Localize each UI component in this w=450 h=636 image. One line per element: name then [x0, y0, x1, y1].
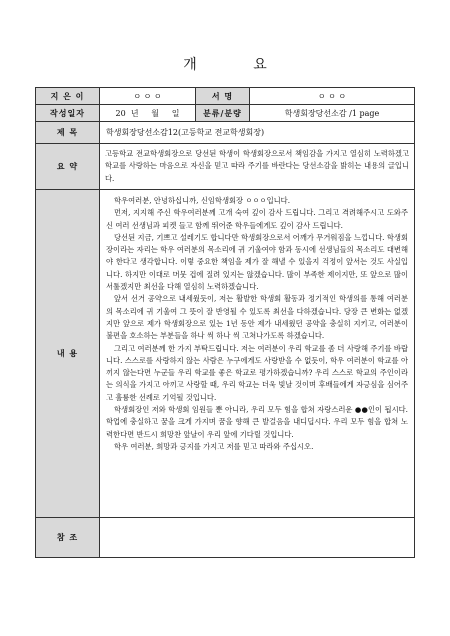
overview-form-table	[35, 87, 415, 558]
date-value	[100, 105, 196, 122]
content-paragraph: 그리고 여러분께 한 가지 부탁드립니다. 저는 여러분이 우리 학교를 좀 더 사랑해 주기를 바랍니다. 스스로를 사랑하지 않는 사람은 누구에게도 사랑받을 수 없듯이, 학우 여러분이 학교를 아끼지 않는다면 누군들 우리 학교를 좋은 학교로 평가하겠습니까? 우리 스스로 학교의 주인이라는 의식을 가지고 아끼고 사랑할 때, 우리 학교는 더욱 빛날 것이며 후배들에게 자긍심을 심어주고 훌륭한 선례로 기억될 것입니다.	[106, 343, 408, 402]
date-month-unit: 월	[151, 108, 159, 118]
reference-value	[100, 518, 415, 558]
content-paragraph: 학생회장인 저와 학생회 임원들 뿐 아니라, 우리 모두 힘을 합쳐 자랑스러운 ●●인이 됩시다. 학업에 충실하고 꿈을 크게 가지며 꿈을 향해 큰 발걸음을 내디딥시다. 우리 모두 힘을 합쳐 노력한다면 반드시 희망찬 앞날이 우리 앞에 기다릴 것입니다.	[106, 405, 408, 439]
content-paragraph: 당선된 지금, 기쁘고 설레기도 합니다만 학생회장으로서 어깨가 무거워짐을 느낍니다. 학생회장이라는 자리는 학우 여러분의 목소리에 귀 기울여야 함과 동시에 선생님들의 목소리도 대변해야 한다고 생각합니다. 이렇 중요한 책임을 제가 잘 해낼 수 있을지 걱정이 앞서는 것도 사실입니다. 하지만 이대로 머뭇 겁에 질려 있지는 않겠습니다. 많이 부족한 제이지만, 또 앞으로 많이 서툴겠지만 최선을 다해 열심히 노력하겠습니다.	[106, 232, 408, 292]
date-label: 작성일자	[36, 105, 100, 122]
writer-label: 지 은 이	[36, 88, 100, 105]
reference-row	[36, 518, 415, 558]
signature-label: 서 명	[196, 88, 250, 105]
content-paragraph: 먼저, 지지해 주신 학우여러분께 고개 숙여 깊이 감사 드립니다. 그리고 격려해주시고 도와주신 여러 선생님과 피켓 들고 함께 뛰어준 학우들에게도 깊이 감사 드립니다.	[106, 208, 408, 230]
content-paragraph: 앞서 선거 공약으로 내세웠듯이, 저는 활발한 학생회 활동과 정기적인 학생의를 통해 여러분의 목소리에 귀 기울여 그 뜻이 잘 반영될 수 있도록 최선을 다하겠습니다. 당장 큰 변화는 없겠지만 앞으로 제가 학생회장으로 있는 1년 동안 제가 내세웠던 공약을 충실히 지키고, 여러분이 불편을 호소하는 부분들을 하나 씩 하나 씩 고쳐나가도록 하겠습니다.	[106, 294, 408, 341]
category-value: 학생회장당선소감 /1 page	[250, 105, 415, 122]
category-label: 분류/분량	[196, 105, 250, 122]
date-year-unit: 년	[130, 108, 139, 118]
content-label: 내 용	[36, 190, 100, 518]
summary-row	[36, 144, 415, 190]
writer-value: ㅇ ㅇ ㅇ	[100, 88, 196, 105]
subject-value: 학생회장당선소감12(고등학교 전교학생회장)	[100, 122, 415, 144]
writer-row	[36, 88, 415, 105]
signature-value: ㅇ ㅇ ㅇ	[250, 88, 415, 105]
date-day-unit: 일	[171, 108, 180, 118]
page-title: 개 요	[183, 57, 293, 73]
summary-label: 요 약	[36, 144, 100, 190]
summary-text: 고등학교 전교학생회장으로 당선된 학생이 학생회장으로서 책임감을 가지고 열심히 노력하겠고 학교를 사랑하는 마음으로 자신을 믿고 따라 주기를 바란다는 당선소감을 밝히는 내용의 글입니다.	[100, 144, 415, 190]
content-row	[36, 190, 415, 518]
content-paragraph: 학우 여러분, 희망과 긍지를 가지고 저를 믿고 따라와 주십시오.	[114, 441, 314, 451]
date-year: 20	[115, 108, 126, 118]
content-body	[100, 190, 415, 518]
reference-label: 참 조	[36, 518, 100, 558]
content-paragraph: 학우여러분, 안녕하십니까, 신임학생회장 ㅇㅇㅇ입니다.	[114, 196, 291, 205]
subject-label: 제 목	[36, 122, 100, 144]
subject-row	[36, 122, 415, 144]
date-row	[36, 105, 415, 122]
